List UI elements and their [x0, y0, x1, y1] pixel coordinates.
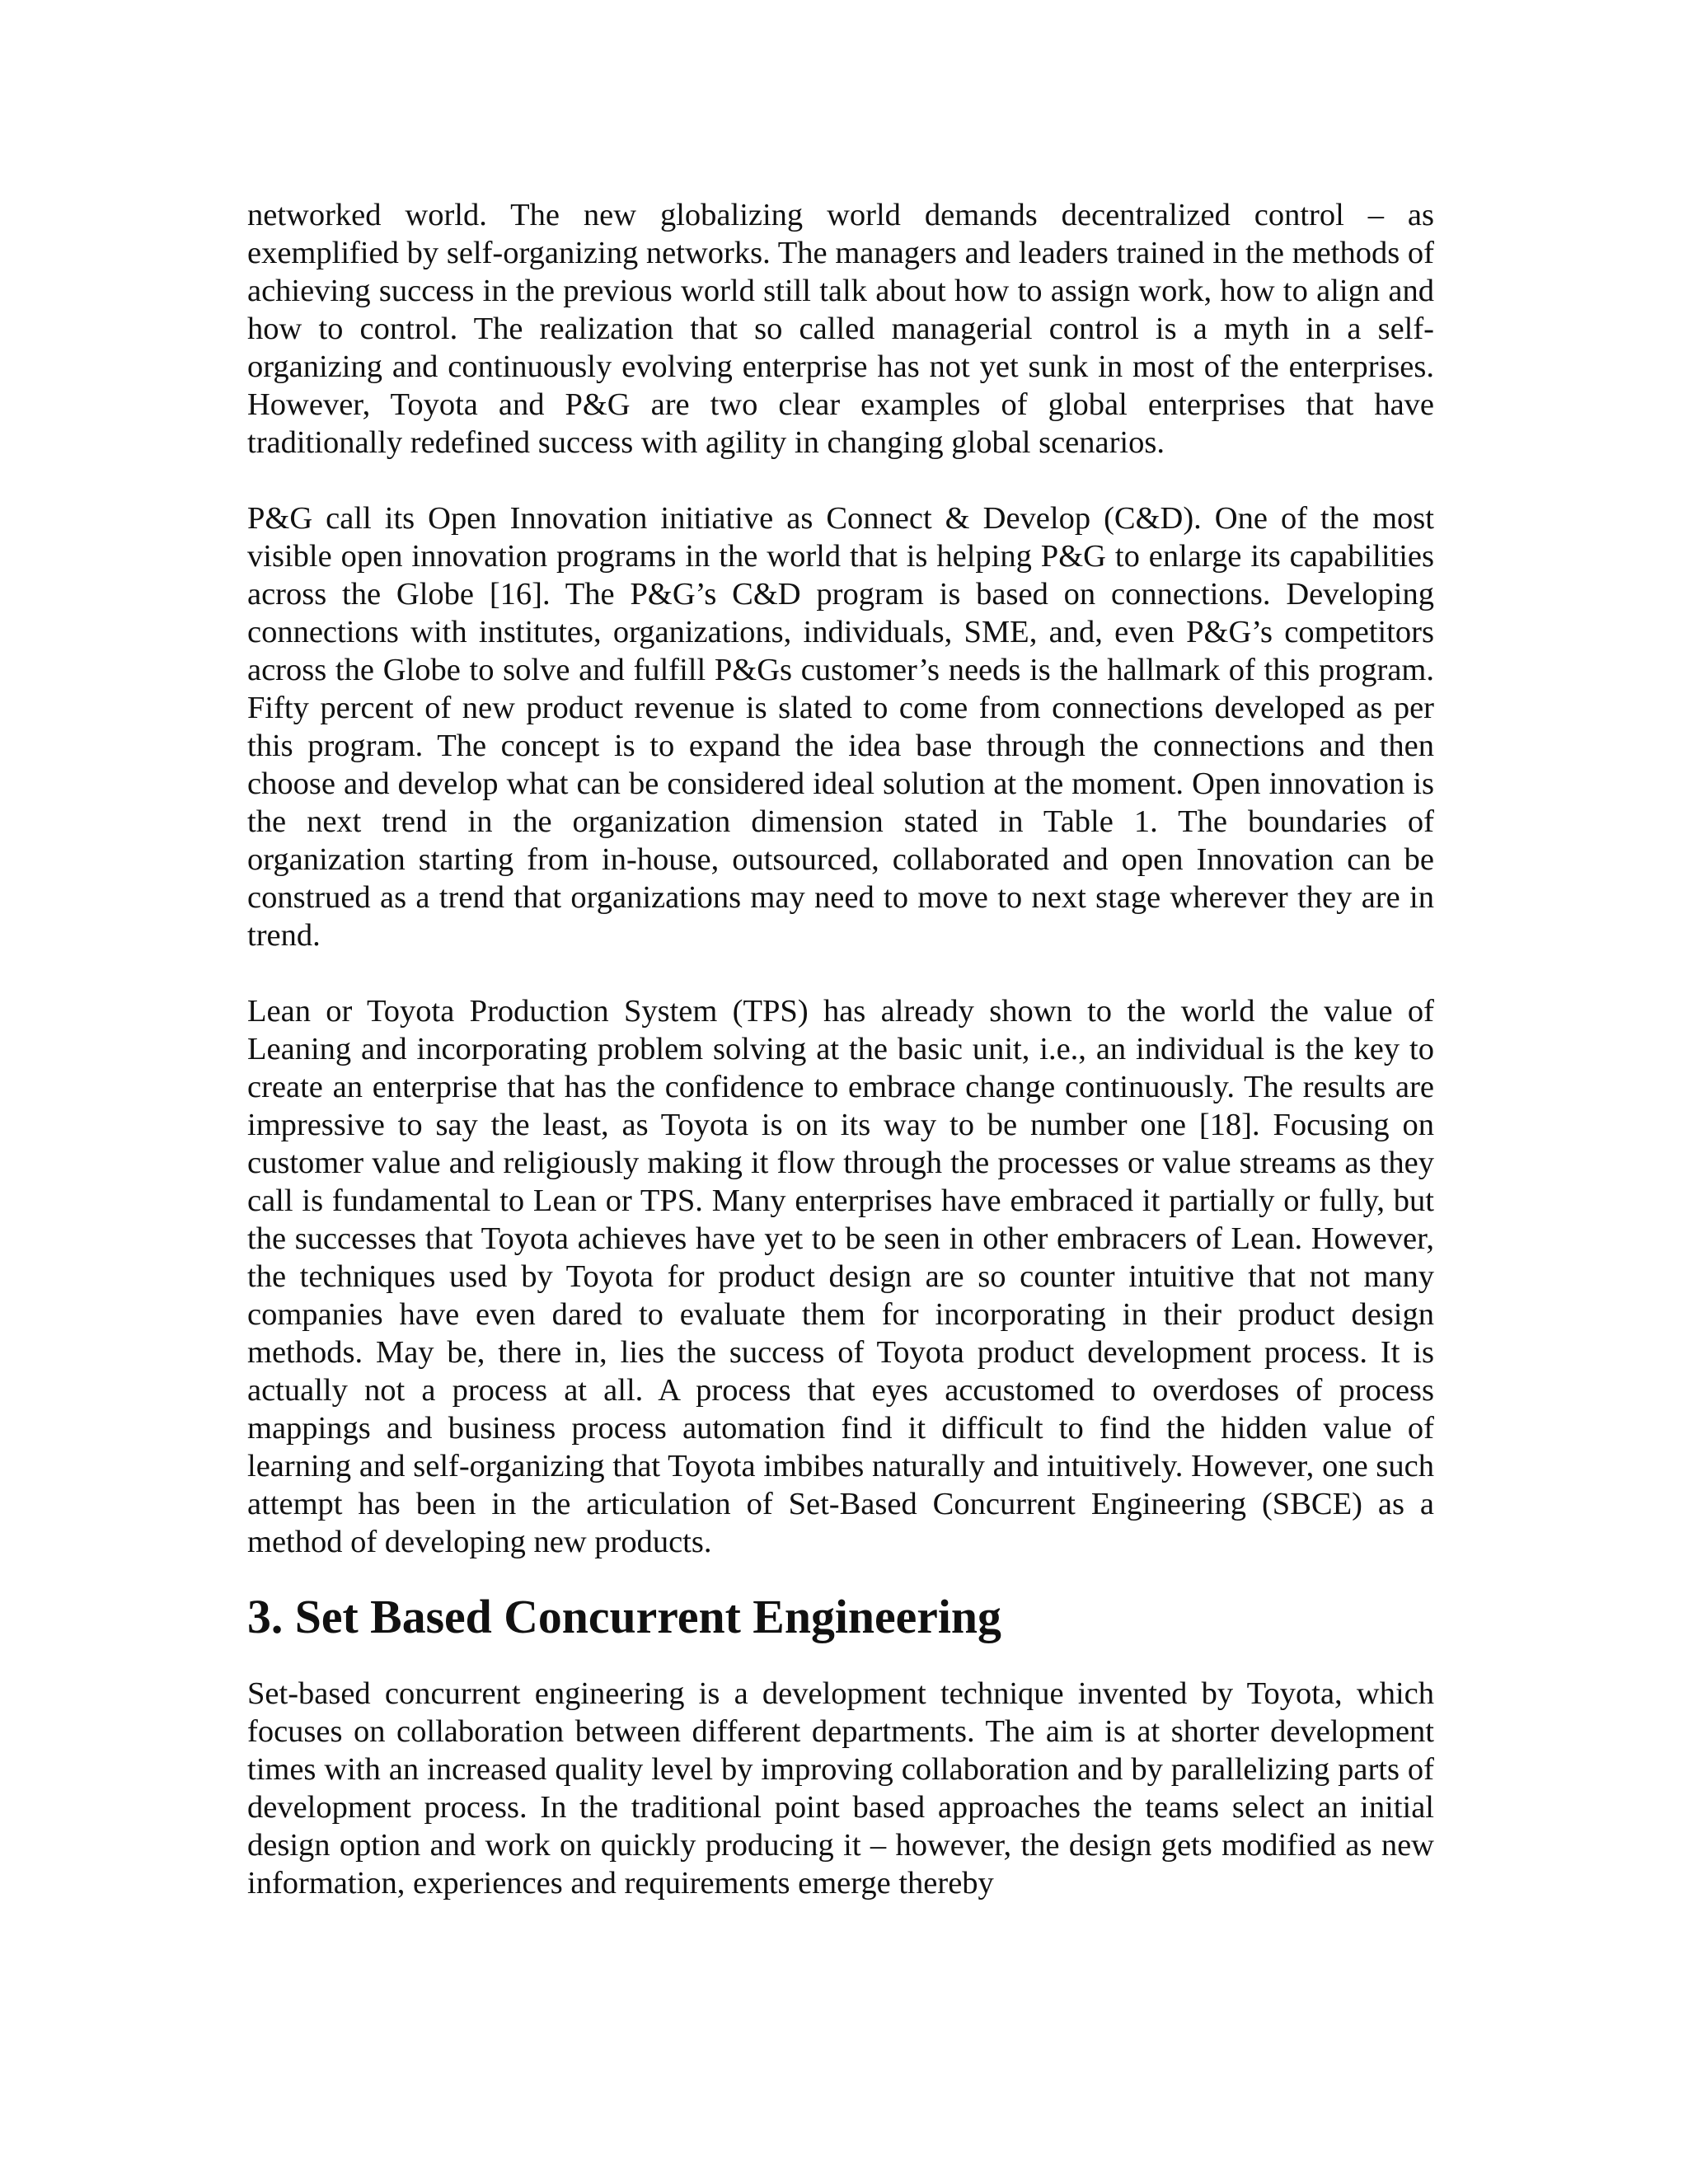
paragraph-spacer	[247, 954, 1434, 992]
body-paragraph-globalizing-world: networked world. The new globalizing world demands decentralized control – as exemplified by self-organizing networks. The managers and leaders trained in the methods of achieving success in the previous world still talk about how to assign work, how to align and how to control. The realization that so called managerial control is a myth in a self-organizing and continuously evolving enterprise has not yet sunk in most of the enterprises. However, Toyota and P&G are two clear examples of global enterprises that have traditionally redefined success with agility in changing global scenarios.	[247, 198, 1434, 460]
body-paragraph-set-based: Set-based concurrent engineering is a development technique invented by Toyota, which focuses on collaboration between different departments. The aim is at shorter development times with an increased quality level by improving collaboration and by parallelizing parts of development process. In the traditional point based approaches the teams select an initial design option and work on quickly producing it – however, the design gets modified as new information, experiences and requirements emerge thereby	[247, 1676, 1434, 1900]
paragraph-spacer	[247, 462, 1434, 499]
body-paragraph-connect-develop: P&G call its Open Innovation initiative as Connect & Develop (C&D). One of the most visible open innovation programs in the world that is helping P&G to enlarge its capabilities across the Globe [16]. The P&G’s C&D program is based on connections. Developing connections with institutes, organizations, individuals, SME, and, even P&G’s competitors across the Globe to solve and fulfill P&Gs customer’s needs is the hallmark of this program. Fifty percent of new product revenue is slated to come from connections developed as per this program. The concept is to expand the idea base through the connections and then choose and develop what can be considered ideal solution at the moment. Open innovation is the next trend in the organization dimension stated in Table 1. The boundaries of organization starting from in-house, outsourced, collaborated and open Innovation can be construed as a trend that organizations may need to move to next stage wherever they are in trend.	[247, 501, 1434, 953]
body-paragraph-lean-tps: Lean or Toyota Production System (TPS) has already shown to the world the value of Leaning and incorporating problem solving at the basic unit, i.e., an individual is the key to create an enterprise that has the confidence to embrace change continuously. The results are impressive to say the least, as Toyota is on its way to be number one [18]. Focusing on customer value and religiously making it flow through the processes or value streams as they call is fundamental to Lean or TPS. Many enterprises have embraced it partially or fully, but the successes that Toyota achieves have yet to be seen in other embracers of Lean. However, the techniques used by Toyota for product design are so counter intuitive that not many companies have even dared to evaluate them for incorporating in their product design methods. May be, there in, lies the success of Toyota product development process. It is actually not a process at all. A process that eyes accustomed to overdoses of process mappings and business process automation find it difficult to find the hidden value of learning and self-organizing that Toyota imbibes naturally and intuitively. However, one such attempt has been in the articulation of Set-Based Concurrent Engineering (SBCE) as a method of developing new products.	[247, 994, 1434, 1559]
document-page	[247, 196, 1434, 1902]
section-heading: 3. Set Based Concurrent Engineering	[247, 1591, 1001, 1643]
